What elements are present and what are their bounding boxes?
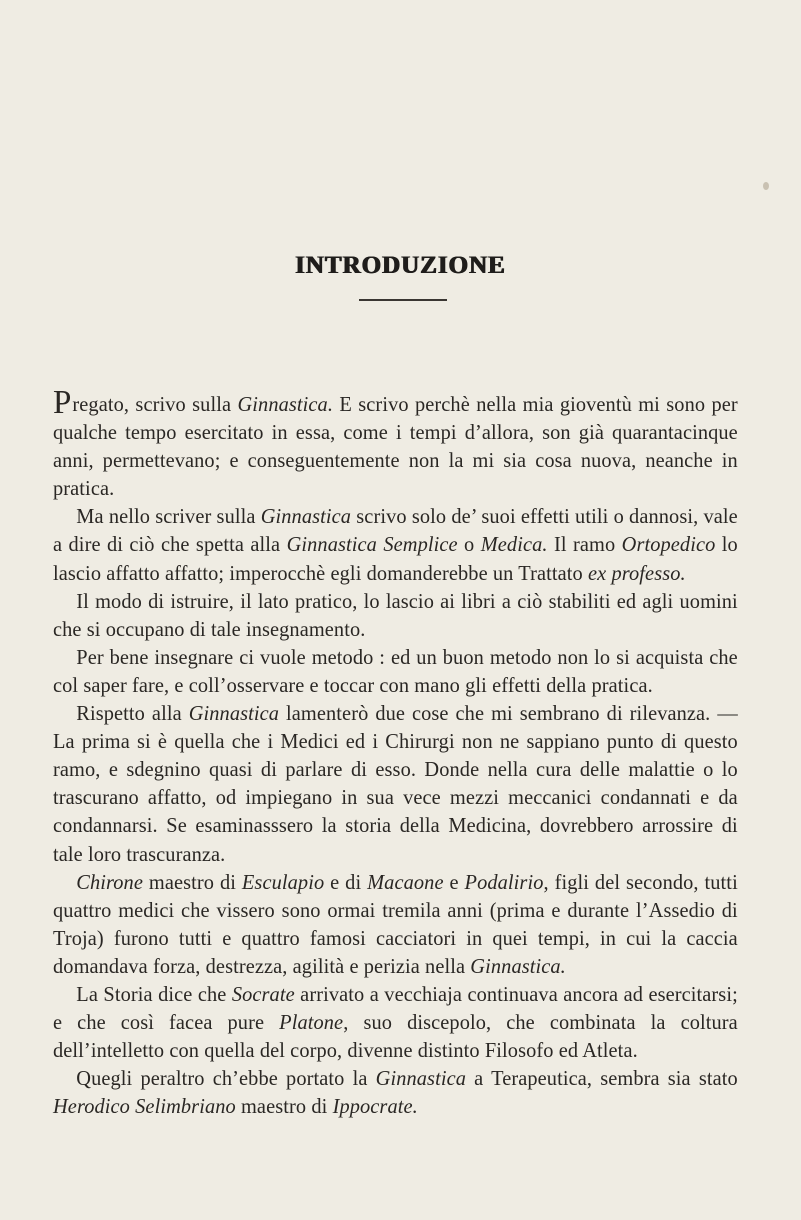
- text-run: Il modo di istruire, il lato pratico, lo lascio ai libri a ciò stabiliti ed agli uomini che si occupano di tale insegnamento.: [53, 588, 738, 641]
- italic-text: Herodico Selimbriano: [53, 1094, 236, 1119]
- drop-cap: P: [53, 384, 72, 421]
- italic-text: Ginnastica: [260, 504, 352, 529]
- italic-text: Ginnastica: [375, 1066, 467, 1091]
- chapter-heading: INTRODUZIONE: [295, 252, 506, 279]
- italic-text: Ortopedico: [621, 532, 716, 557]
- text-run: scrivo solo de’ suoi effetti utili o dannosi, vale a dire di ciò che spetta alla: [53, 504, 738, 557]
- text-run: Ma nello scriver sulla: [76, 504, 261, 529]
- text-run: , figli del secondo, tutti quattro medici che vissero sono ormai tremila anni (prima e durante l’Assedio di Troja) furono tutti e quattro famosi cacciatori in quei tempi, in cui la caccia domandava forza, destrezza, agilità e perizia nella: [53, 869, 738, 978]
- text-run: a Terapeutica, sembra sia stato: [466, 1066, 738, 1091]
- paper-spot: [763, 182, 769, 190]
- text-run: Quegli peraltro ch’ebbe portato la: [76, 1066, 376, 1091]
- text-run: La Storia dice che: [76, 981, 232, 1006]
- italic-text: Ippocrate.: [332, 1094, 418, 1119]
- text-run: regato, scrivo sulla: [72, 392, 238, 416]
- text-run: Rispetto alla: [76, 701, 189, 726]
- text-run: maestro di: [142, 869, 242, 894]
- body-text: [53, 384, 738, 1120]
- paragraph: [53, 699, 738, 868]
- paragraph: [53, 384, 738, 502]
- paragraph: [53, 643, 738, 699]
- italic-text: Podalirio: [464, 869, 544, 894]
- italic-text: Esculapio: [241, 869, 325, 894]
- text-run: e di: [324, 869, 368, 894]
- text-run: Il ramo: [547, 532, 622, 557]
- paragraph: [53, 502, 738, 586]
- text-run: Per bene insegnare ci vuole metodo : ed un buon metodo non lo si acquista che col saper fare, e coll’osservare e toccar con mano gli effetti della pratica.: [53, 644, 738, 697]
- italic-text: Ginnastica Semplice: [286, 532, 458, 557]
- text-run: e: [443, 869, 465, 894]
- italic-text: Socrate: [231, 981, 295, 1006]
- italic-text: Macaone: [367, 869, 444, 894]
- text-run: E scrivo perchè nella mia gioventù mi sono per qualche tempo esercitato in essa, come i tempi d’allora, son già quarantacinque anni, permettevano; e conseguentemente non la mi sia cosa nuova, neanche in pratica.: [53, 392, 738, 501]
- text-run: maestro di: [235, 1094, 333, 1119]
- italic-text: ex professo.: [588, 560, 686, 585]
- paragraph: [53, 980, 738, 1064]
- text-run: lamenterò due cose che mi sembrano di rilevanza. — La prima si è quella che i Medici ed i Chirurgi non ne sappiano punto di questo ramo, e sdegnino quasi di parlare di esso. Donde nella cura delle malattie o lo trascurano affatto, od impiegano in sua vece mezzi meccanici condannati e da condannarsi. Se esaminasssero la storia della Medicina, dovrebbero arrossire di tale loro trascuranza.: [53, 701, 738, 866]
- text-run: , suo discepolo, che combinata la coltura dell’intelletto con quella del corpo, divenne distinto Filosofo ed Atleta.: [53, 1010, 738, 1063]
- italic-text: Medica.: [480, 532, 548, 557]
- text-run: arrivato a vecchiaja continuava ancora ad esercitarsi; e che così facea pure: [53, 981, 738, 1035]
- paragraph: [53, 1064, 738, 1120]
- heading-rule: [359, 299, 447, 301]
- text-run: lo lascio affatto affatto; imperocchè egli domanderebbe un Trattato: [53, 532, 738, 585]
- italic-text: Chirone: [76, 869, 143, 894]
- italic-text: Platone: [279, 1010, 344, 1035]
- italic-text: Ginnastica: [188, 701, 280, 726]
- text-run: o: [457, 532, 481, 557]
- paragraph: [53, 587, 738, 643]
- italic-text: Ginnastica.: [237, 392, 334, 416]
- paragraph: [53, 868, 738, 980]
- italic-text: Ginnastica.: [470, 953, 566, 978]
